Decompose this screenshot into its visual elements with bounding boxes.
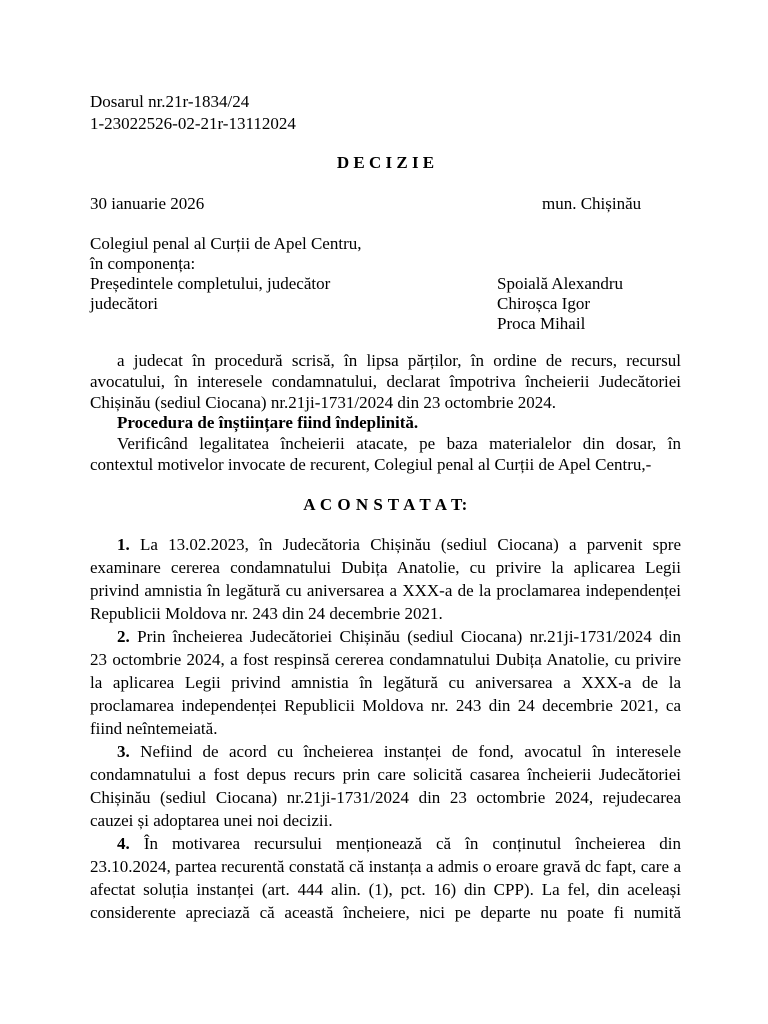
president-role: Președintele completului, judecător xyxy=(90,274,331,293)
paragraph-line xyxy=(90,740,681,763)
judges-role: judecători xyxy=(90,294,158,313)
court-name: Colegiul penal al Curții de Apel Centru, xyxy=(90,234,362,253)
panel-row xyxy=(90,254,681,274)
judge-name: Chiroșca Igor xyxy=(497,294,591,313)
findings-section xyxy=(90,533,681,924)
paragraph-line: condamnatului a fost depus recurs prin care solicită casarea încheierii Judecătoriei xyxy=(90,765,681,784)
line-text: La 13.02.2023, în Judecătoria Chișinău (sediul Ciocana) a parvenit spre xyxy=(139,535,681,554)
paragraph-line: Chișinău (sediul Ciocana) nr.21ji-1731/2024 din 23 octombrie 2024, rejudecarea xyxy=(90,788,681,807)
paragraph-line: Verificând legalitatea încheierii atacate, pe baza materialelor din dosar, în xyxy=(117,434,681,454)
paragraph-line: considerente apreciază că această încheiere, nici pe departe nu poate fi numită xyxy=(90,903,681,922)
judge-name: Proca Mihail xyxy=(497,314,586,333)
paragraph-line: afectat soluția instanței (art. 444 alin. (1), pct. 16) din CPP). La fel, din aceleași xyxy=(90,880,681,899)
panel-row xyxy=(90,234,681,254)
panel-row xyxy=(90,274,681,294)
court-panel xyxy=(90,234,681,334)
paragraph-line: examinare cererea condamnatului Dubița Anatolie, cu privire la aplicarea Legii xyxy=(90,558,681,577)
paragraph-line: proclamarea independenței Republicii Moldova nr. 243 din 24 decembrie 2021, ca xyxy=(90,696,681,715)
decision-date: 30 ianuarie 2026 xyxy=(90,194,205,213)
paragraph-line: a judecat în procedură scrisă, în lipsa părților, în ordine de recurs, recursul xyxy=(117,351,681,370)
intro-section xyxy=(90,351,681,476)
paragraph-line: Republicii Moldova nr. 243 din 24 decembrie 2021. xyxy=(90,604,443,623)
panel-row xyxy=(90,294,681,314)
line-text: Nefiind de acord cu încheierea instanței de fond, avocatul în interesele xyxy=(140,742,681,761)
paragraph-line: la aplicarea Legii privind amnistia în legătură cu aniversarea a XXX-a de la xyxy=(90,673,681,692)
paragraph-line: cauzei și adoptarea unei noi decizii. xyxy=(90,811,333,830)
president-name: Spoială Alexandru xyxy=(497,274,624,293)
case-id: 1-23022526-02-21r-13112024 xyxy=(90,114,296,133)
paragraph-line: fiind neîntemeiată. xyxy=(90,719,218,738)
paragraph-line: contextul motivelor invocate de recurent, Colegiul penal al Curții de Apel Centru,- xyxy=(90,454,652,474)
finding-number: 4. xyxy=(117,834,130,853)
document-title: D E C I Z I E xyxy=(336,153,435,172)
paragraph-line: 23.10.2024, partea recurentă constată că instanța a admis o eroare gravă dc fapt, care a xyxy=(90,857,681,876)
finding-number: 1. xyxy=(117,535,130,554)
paragraph-line xyxy=(90,533,681,556)
paragraph-line: 23 octombrie 2024, a fost respinsă cererea condamnatului Dubița Anatolie, cu privire xyxy=(90,650,681,669)
line-text: Prin încheierea Judecătoriei Chișinău (sediul Ciocana) nr.21ji-1731/2024 din xyxy=(137,627,681,646)
panel-row xyxy=(90,314,681,334)
finding-number: 3. xyxy=(117,742,130,761)
paragraph-line xyxy=(90,832,681,855)
composition-label: în componența: xyxy=(90,254,196,273)
paragraph-line: Chișinău (sediul Ciocana) nr.21ji-1731/2024 din 23 octombrie 2024. xyxy=(90,392,557,412)
line-text: În motivarea recursului menționează că în conținutul încheierea din xyxy=(143,834,682,853)
decision-place: mun. Chișinău xyxy=(542,194,642,213)
paragraph-line: avocatului, în interesele condamnatului, declarat împotriva încheierii Judecătoriei xyxy=(90,371,681,391)
finding-number: 2. xyxy=(117,627,130,646)
paragraph-line xyxy=(90,625,681,648)
procedure-note: Procedura de înștiințare fiind îndeplinită. xyxy=(117,413,419,433)
section-heading: A C O N S T A T A T: xyxy=(303,495,468,514)
paragraph-line: privind amnistia în legătură cu aniversarea a XXX-a de la proclamarea independenței xyxy=(90,581,681,600)
file-number: Dosarul nr.21r-1834/24 xyxy=(90,92,250,111)
